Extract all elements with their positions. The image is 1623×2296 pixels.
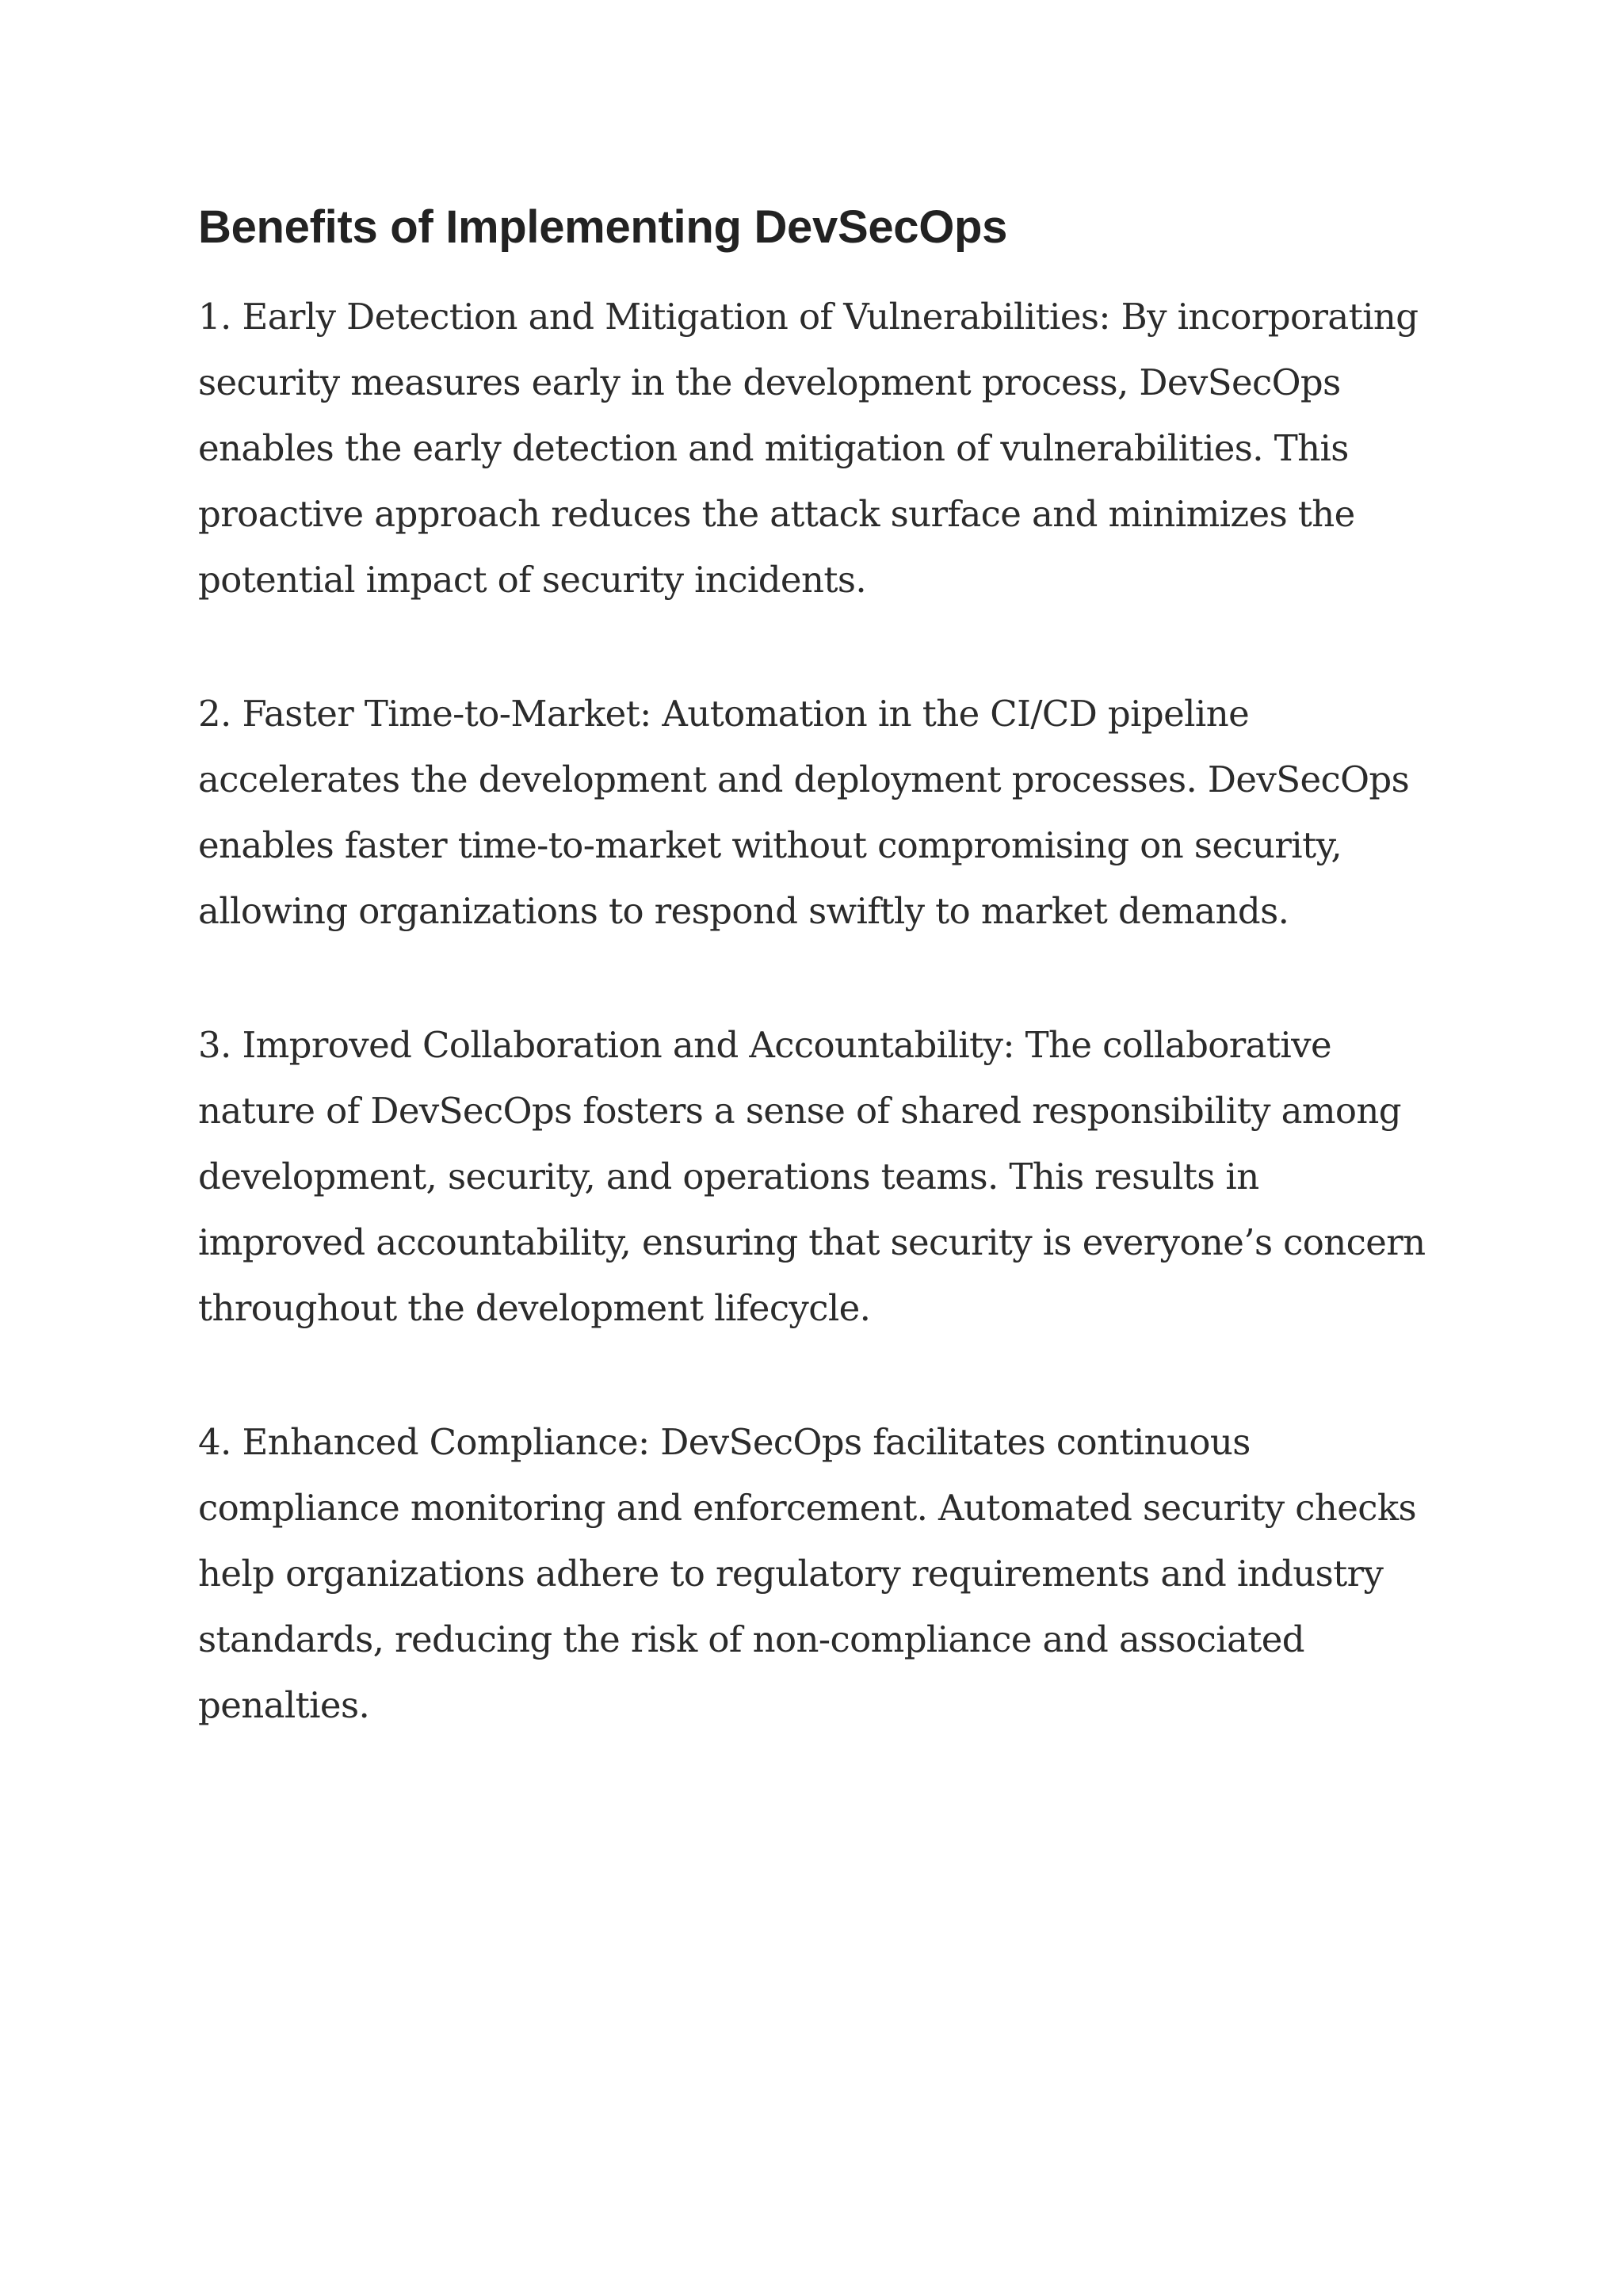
benefit-item-compliance: 4. Enhanced Compliance: DevSecOps facilitates continuous compliance monitoring and enforcement. Automated security checks help organizations adhere to regulatory requirements and industry standards, reducing the risk of non-compliance and associated penalties. [198,1421,1416,1726]
page-title: Benefits of Implementing DevSecOps [198,201,1008,253]
benefit-item-faster-time-to-market: 2. Faster Time-to-Market: Automation in the CI/CD pipeline accelerates the development and deployment processes. DevSecOps enables faster time-to-market without compromising on security, allowing organizations to respond swiftly to market demands. [198,693,1410,932]
benefit-item-collaboration: 3. Improved Collaboration and Accountability: The collaborative nature of DevSecOps fosters a sense of shared responsibility among development, security, and operations teams. This results in improved accountability, ensuring that security is everyone’s concern throughout the development lifecycle. [198,1024,1426,1329]
benefits-list [198,284,1434,1738]
benefit-item-early-detection: 1. Early Detection and Mitigation of Vulnerabilities: By incorporating security measures early in the development process, DevSecOps enables the early detection and mitigation of vulnerabilities. This proactive approach reduces the attack surface and minimizes the potential impact of security incidents. [198,296,1419,601]
document-content [198,200,1434,1738]
